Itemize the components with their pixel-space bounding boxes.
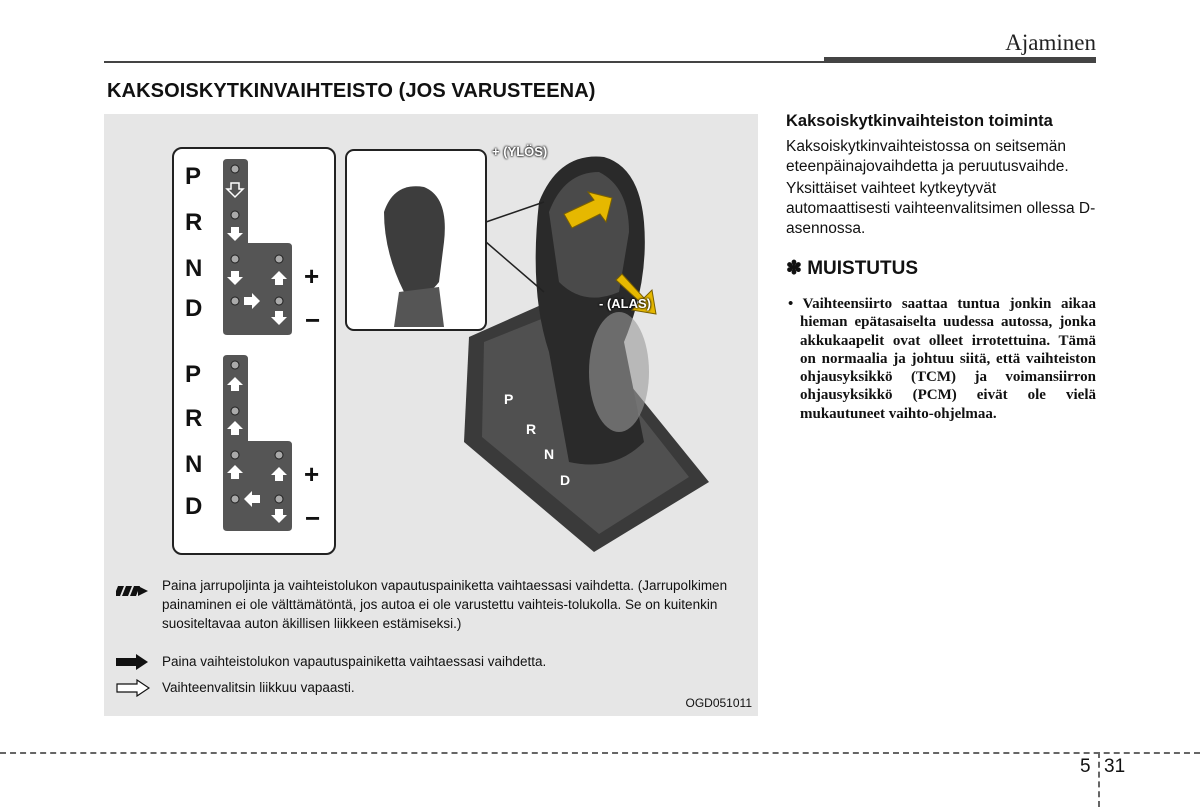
footer-divider: [1098, 752, 1100, 807]
top-gate-diagram: [220, 159, 300, 339]
chapter-number: 5: [1080, 756, 1091, 777]
bottom-gate-p: P: [185, 361, 202, 388]
double-arrow-icon: [116, 584, 148, 598]
top-minus-label: −: [305, 305, 321, 335]
paragraph-2: Yksittäiset vaihteet kytkeytyvät automaattisesti vaihteenvalitsimen ollessa D-asennossa.: [786, 180, 1096, 237]
right-column: [786, 112, 1096, 438]
outline-arrow-icon: [116, 679, 150, 697]
up-label: + (YLÖS): [492, 144, 548, 159]
shifter-illustration: [344, 142, 754, 562]
legend-text-3: Vaihteenvalitsin liikkuu vapaasti.: [162, 680, 355, 695]
chapter-title: Ajaminen: [1005, 30, 1096, 55]
bottom-gate-diagram: [220, 355, 300, 535]
top-gate-d: D: [185, 295, 203, 322]
bottom-plus-label: +: [304, 459, 320, 489]
top-plus-label: +: [304, 261, 320, 291]
page-number: 31: [1104, 756, 1126, 777]
legend-text-1: Paina jarrupoljinta ja vaihteistolukon vapautuspainiketta vaihtaessasi vaihdetta. (Jarrupolkimen painaminen ei ole välttämätöntä, jos autoa ei ole varustettu vaihteis-tolukolla. Se on kuitenkin suositeltavaa auton äkillisen liikkeen estämiseksi.): [162, 578, 728, 631]
top-gate-r: R: [185, 209, 203, 236]
note-heading-label: MUISTUTUS: [807, 258, 919, 279]
bottom-gate-d: D: [185, 493, 203, 520]
shift-pattern-panel: [172, 147, 336, 555]
top-gate-n: N: [185, 255, 203, 282]
shifter-r: R: [526, 421, 537, 437]
shifter-p: P: [504, 391, 514, 407]
top-gate-p: P: [185, 163, 202, 190]
bottom-gate-r: R: [185, 405, 203, 432]
shifter-d: D: [560, 472, 571, 488]
bottom-minus-label: −: [305, 503, 321, 533]
figure-code: OGD051011: [685, 696, 752, 710]
gear-shift-figure: [104, 114, 758, 716]
note-symbol-icon: ✽: [786, 258, 802, 279]
note-heading: [786, 257, 1096, 280]
subheading: Kaksoiskytkinvaihteiston toiminta: [786, 112, 1053, 130]
header-bar: [824, 57, 1096, 63]
footer-rule: [0, 752, 1200, 754]
shifter-n: N: [544, 446, 555, 462]
bottom-gate-n: N: [185, 451, 203, 478]
legend-text-2: Paina vaihteistolukon vapautuspainiketta vaihtaessasi vaihdetta.: [162, 654, 547, 669]
down-label: - (ALAS): [599, 296, 651, 311]
section-heading: KAKSOISKYTKINVAIHTEISTO (JOS VARUSTEENA): [107, 80, 596, 102]
solid-arrow-icon: [116, 654, 148, 670]
paragraph-1: Kaksoiskytkinvaihteistossa on seitsemän eteenpäinajovaihdetta ja peruutusvaihde.: [786, 138, 1069, 175]
note-text: • Vaihteensiirto saattaa tuntua jonkin aikaa hieman epätasaiselta uudessa autossa, jonka akkukaapelit ovat olleet irrotettuina. Tämä on normaalia ja johtuu siitä, että vaihteiston ohjausyksikkö (TCM) ja voimansiirron ohjausyksikkö (PCM) eivät ole vielä mukautuneet vaihto-ohjelmaa.: [788, 296, 1096, 422]
